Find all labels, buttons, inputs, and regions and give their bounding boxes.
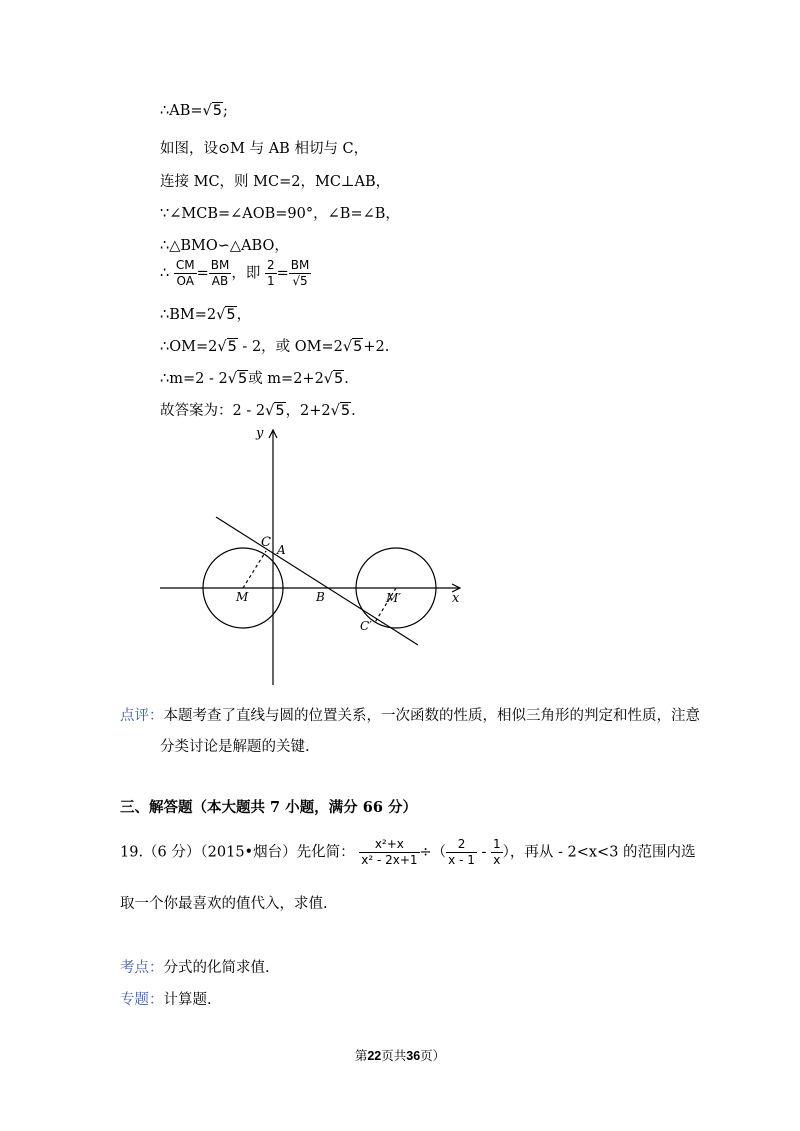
text: - xyxy=(476,844,491,861)
sqrt-5: √5 xyxy=(323,371,344,387)
kaodian-label: 考点： xyxy=(120,960,164,976)
review-text: 本题考查了直线与圆的位置关系，一次函数的性质，相似三角形的判定和性质，注意 xyxy=(163,708,700,724)
text: ，即 xyxy=(231,265,261,282)
fraction-expression: $\frac{\text{x²+x}}{\text{x² - 2x+1}}$ xyxy=(361,837,418,867)
solution-line-ab xyxy=(160,103,228,119)
label-x: x xyxy=(452,591,460,606)
sqrt-5: √5 xyxy=(265,403,285,419)
label-m: M xyxy=(236,590,249,604)
label-a: A xyxy=(277,543,286,557)
sqrt-5: √5 xyxy=(342,339,363,355)
label-c-prime: C′ xyxy=(360,619,372,633)
total-pages: 36 xyxy=(406,1049,421,1063)
text: ），再从 - 2<x<3 的范围内选 xyxy=(502,844,696,861)
kaodian-text: 分式的化简求值. xyxy=(163,960,270,976)
text: 页） xyxy=(420,1048,446,1063)
text: 或 m=2+2 xyxy=(248,371,324,387)
text: 故答案为：2 - 2 xyxy=(160,403,266,419)
text: ， xyxy=(236,307,252,323)
radius-mc xyxy=(243,551,266,588)
zhuanti-label: 专题： xyxy=(120,992,164,1008)
solution-line-angles: ∵∠MCB=∠AOB=90°，∠B=∠B， xyxy=(160,206,400,222)
fraction-cm-oa: $\frac{CM}{OA}$ xyxy=(175,258,195,288)
text: ∴m=2 - 2 xyxy=(160,371,228,387)
review-line-1 xyxy=(120,704,700,725)
label-m-prime: M′ xyxy=(386,591,402,605)
text: ∴BM=2 xyxy=(160,307,217,323)
text: ，2+2 xyxy=(285,403,331,419)
text: +2. xyxy=(363,339,390,355)
text: - 2，或 OM=2 xyxy=(237,339,343,355)
label-c: C xyxy=(261,535,271,550)
solution-line-bm xyxy=(160,303,251,324)
sqrt-5: √5 xyxy=(330,403,351,419)
geometry-diagram xyxy=(150,420,470,690)
label-y: y xyxy=(256,426,264,441)
fraction-2-over-x-1: $\frac{2}{x - 1}$ xyxy=(448,837,475,867)
question-19-line-2: 取一个你最喜欢的值代入，求值. xyxy=(120,896,328,912)
page-footer xyxy=(0,1046,800,1064)
sqrt-5: √5 xyxy=(216,307,236,323)
text: ∴ xyxy=(160,265,170,282)
review-label: 点评： xyxy=(120,708,164,724)
text: . xyxy=(344,371,349,387)
section-title: 三、解答题（本大题共 7 小题，满分 66 分） xyxy=(120,799,417,816)
page-number: 22 xyxy=(367,1049,382,1063)
text: 第 xyxy=(354,1048,368,1063)
text: ÷（ xyxy=(419,844,447,861)
solution-line-tangent: 如图，设⊙M 与 AB 相切与 C， xyxy=(160,141,369,157)
text: = xyxy=(276,265,289,282)
sqrt-5: √5 xyxy=(202,103,222,119)
solution-line-connect: 连接 MC，则 MC=2，MC⊥AB， xyxy=(160,174,391,190)
solution-line-om xyxy=(160,335,389,356)
text: 页共 xyxy=(381,1048,407,1063)
text: ∴AB= xyxy=(160,103,203,119)
kaodian-line xyxy=(120,956,270,977)
sqrt-5: √5 xyxy=(217,339,237,355)
solution-line-ratio xyxy=(160,258,311,289)
label-b: B xyxy=(316,590,325,604)
fraction-bm-sqrt5: $\frac{BM}{√5}$ xyxy=(290,258,310,288)
zhuanti-text: 计算题. xyxy=(163,992,212,1008)
review-line-2: 分类讨论是解题的关键. xyxy=(160,739,310,755)
fraction-1-over-x: $\frac{1}{x}$ xyxy=(493,837,501,867)
text: ∴OM=2 xyxy=(160,339,218,355)
text: ; xyxy=(223,103,228,119)
zhuanti-line xyxy=(120,988,212,1009)
solution-line-answer xyxy=(160,399,356,420)
text: . xyxy=(351,403,356,419)
tangent-line xyxy=(216,517,418,645)
text: = xyxy=(196,265,209,282)
fraction-bm-ab: $\frac{BM}{AB}$ xyxy=(210,258,230,288)
sqrt-5: √5 xyxy=(227,371,248,387)
text: 19.（6 分）（2015•烟台）先化简： xyxy=(120,844,355,861)
question-19-line-1 xyxy=(120,837,696,868)
fraction-2-1: $\frac{2}{1}$ xyxy=(266,258,275,288)
solution-line-m xyxy=(160,367,349,388)
solution-line-similar: ∴△BMO∽△ABO， xyxy=(160,238,289,254)
